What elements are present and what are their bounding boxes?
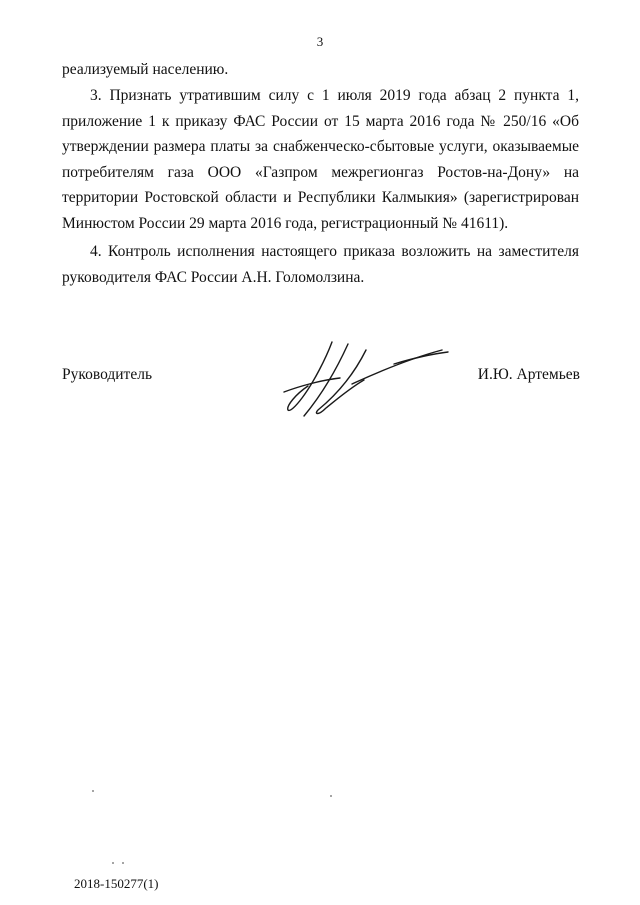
paragraph-text: реализуемый населению. — [62, 61, 229, 78]
scan-speck — [122, 862, 124, 864]
paragraph-continuation — [62, 57, 579, 83]
handwritten-signature — [274, 336, 450, 420]
scan-speck — [112, 862, 114, 864]
signer-name: И.Ю. Артемьев — [477, 366, 580, 383]
document-code: 2018-150277(1) — [74, 876, 159, 891]
paragraph-item-4 — [62, 239, 579, 290]
paragraph-item-3 — [62, 83, 579, 236]
paragraph-text: 3. Признать утратившим силу с 1 июля 2019 года абзац 2 пункта 1, приложение 1 к приказу ФАС России от 15 марта 2016 года № 250/16 «Об утверждении размера платы за снабженческо-сбытовые услуги, оказываемые потребителям газа ООО «Газпром межрегионгаз Ростов-на-Дону» на территории Ростовской области и Республики Калмыкия» (зарегистрирован Минюстом России 29 марта 2016 года, регистрационный № 41611). — [62, 87, 579, 232]
scan-speck — [330, 795, 332, 797]
paragraph-text: 4. Контроль исполнения настоящего приказа возложить на заместителя руководителя ФАС России А.Н. Голомолзина. — [62, 243, 579, 286]
page-number: 3 — [316, 34, 324, 49]
signer-title: Руководитель — [62, 366, 153, 383]
scan-speck — [92, 790, 94, 792]
